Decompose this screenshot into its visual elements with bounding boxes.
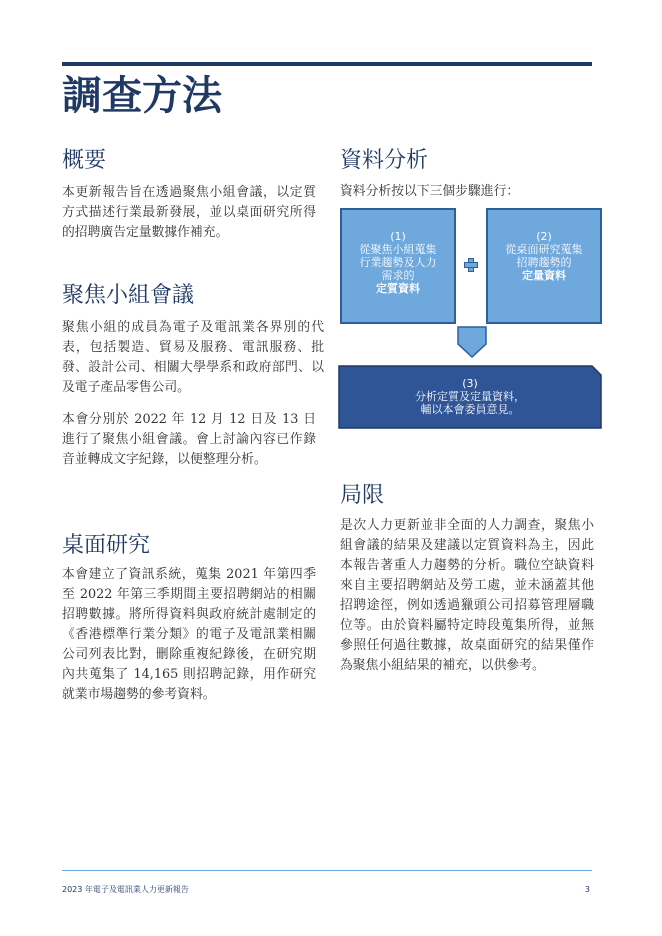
focus-group-text: 聚焦小組的成員為電子及電訊業各界別的代表，包括製造、貿易及服務、電訊服務、批發、設計公司、相關大學學系和政府部門、以及電子產品零售公司。	[62, 320, 324, 395]
step-2-number: (2)	[536, 230, 552, 243]
desk-research-heading: 桌面研究	[62, 533, 151, 558]
plus-icon	[464, 258, 478, 272]
step-1-box	[340, 208, 456, 324]
limitations-text: 是次人力更新並非全面的人力調查，聚焦小組會議的結果及建議以定質資料為主，因此本報告著重人力趨勢的分析。職位空缺資料來自主要招聘網站及勞工處，並未涵蓋其他招聘途徑，例如透過獵頭公司招募管理層職位等。由於資料屬特定時段蒐集所得，並無參照任何過往數據，故桌面研究的結果僅作為聚焦小組結果的補充，以供參考。	[340, 518, 594, 673]
top-rule	[62, 62, 592, 66]
footer-rule	[62, 870, 592, 871]
step-1-bold: 定質資料	[376, 282, 420, 295]
step-1-number: (1)	[390, 230, 406, 243]
down-arrow-icon	[457, 326, 487, 358]
desk-research-text: 本會建立了資訊系統，蒐集 2021 年第四季至 2022 年第三季期間主要招聘網站的相關招聘數據。將所得資料與政府統計處制定的《香港標準行業分類》的電子及電訊業相關公司列表比對，刪除重複紀錄後，在研究期內共蒐集了 14,165 則招聘記錄，用作研究就業市場趨勢的參考資料。	[62, 567, 316, 702]
step-3-content	[338, 377, 602, 416]
step-2-bold: 定量資料	[522, 269, 566, 282]
step-3-text-line-1: 分析定質及定量資料，	[415, 390, 525, 403]
focus-group-heading: 聚焦小組會議	[62, 283, 195, 308]
focus-group-dates-text: 本會分別於 2022 年 12 月 12 日及 13 日進行了聚焦小組會議。會上討論內容已作錄音並轉成文字紀錄，以便整理分析。	[62, 412, 316, 467]
step-2-text: 從桌面研究蒐集招聘趨勢的	[505, 243, 583, 269]
step-3-text-line-2: 輔以本會委員意見。	[420, 403, 520, 416]
limitations-heading: 局限	[340, 483, 385, 508]
footer-report-title: 2023 年電子及電訊業人力更新報告	[62, 885, 189, 894]
step-1-text: 從聚焦小組蒐集行業趨勢及人力需求的	[359, 243, 437, 282]
overview-text: 本更新報告旨在透過聚焦小組會議，以定質方式描述行業最新發展，並以桌面研究所得的招聘廣告定量數據作補充。	[62, 185, 316, 240]
data-analysis-heading: 資料分析	[340, 148, 429, 173]
step-3-number: (3)	[462, 377, 478, 390]
page-title: 調查方法	[62, 73, 222, 119]
step-2-box	[486, 208, 602, 324]
data-analysis-intro: 資料分析按以下三個步驟進行：	[340, 184, 520, 199]
page-number: 3	[584, 885, 590, 894]
overview-heading: 概要	[62, 148, 107, 173]
